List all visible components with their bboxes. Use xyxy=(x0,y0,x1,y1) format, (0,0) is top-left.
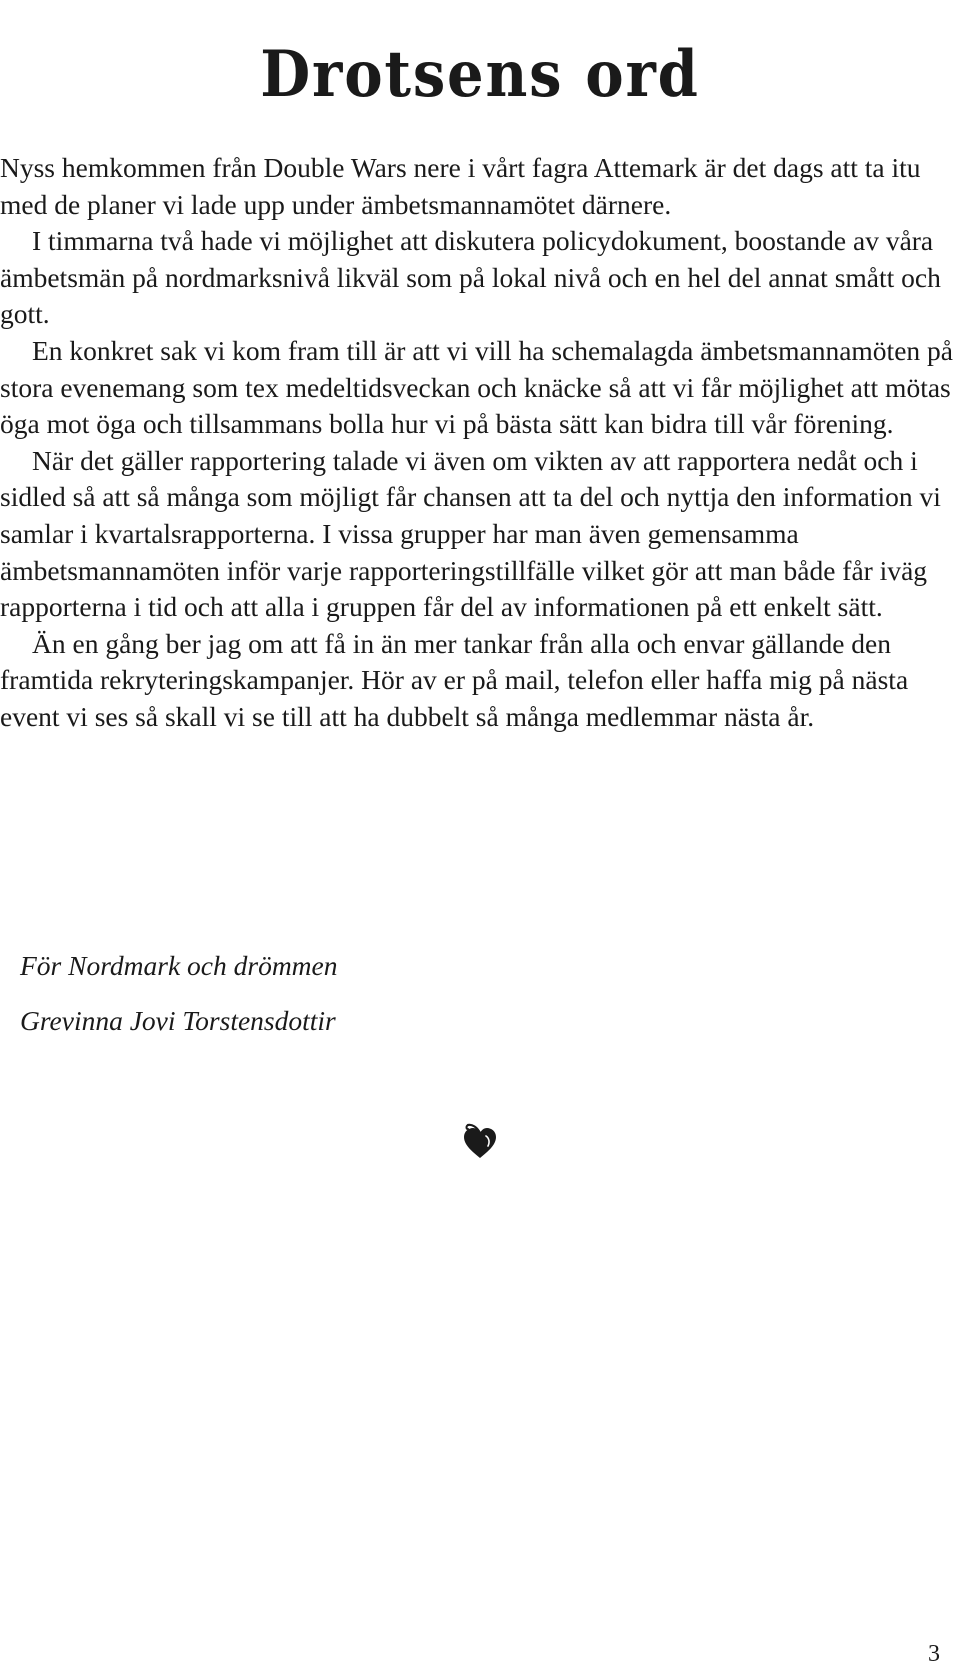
paragraph-scheduled-meetings: En konkret sak vi kom fram till är att vi vill ha schemalagda ämbetsmannamöten på stora evenemang som tex medeltidsveckan och knäcke så att vi får möjlighet att mötas öga mot öga och tillsammans bolla hur vi på bästa sätt kan bidra till vår förening. xyxy=(0,334,953,440)
paragraph-recruitment: Än en gång ber jag om att få in än mer tankar från alla och envar gällande den framtida rekryteringskampanjer. Hör av er på mail, telefon eller haffa mig på nästa event vi ses så skall vi se till att ha dubbelt så många medlemmar nästa år. xyxy=(0,627,909,732)
paragraph-intro: Nyss hemkommen från Double Wars nere i vårt fagra Attemark är det dags att ta itu med de planer vi lade upp under ämbetsmannamötet därnere. xyxy=(0,152,921,220)
article-body xyxy=(0,150,960,736)
fleuron-heart-icon xyxy=(460,1122,500,1162)
page-title: Drotsens ord xyxy=(260,36,700,112)
signature: Grevinna Jovi Torstensdottir xyxy=(20,1005,336,1036)
page-number: 3 xyxy=(928,1641,940,1667)
paragraph-reporting: När det gäller rapportering talade vi även om vikten av att rapportera nedåt och i sidled så att så många som möjligt får chansen att ta del och nyttja den information vi samlar i kvartalsrapporterna. I vissa grupper har man även gemensamma ämbetsmannamöten inför varje rapporteringstillfälle vilket gör att man både får iväg rapporterna i tid och att alla i gruppen får del av informationen på ett enkelt sätt. xyxy=(0,444,941,623)
paragraph-meeting: I timmarna två hade vi möjlighet att diskutera policydokument, boostande av våra ämbetsmän på nordmarksnivå likväl som på lokal nivå och en hel del annat smått och gott. xyxy=(0,225,941,330)
closing-line: För Nordmark och drömmen xyxy=(20,950,338,981)
